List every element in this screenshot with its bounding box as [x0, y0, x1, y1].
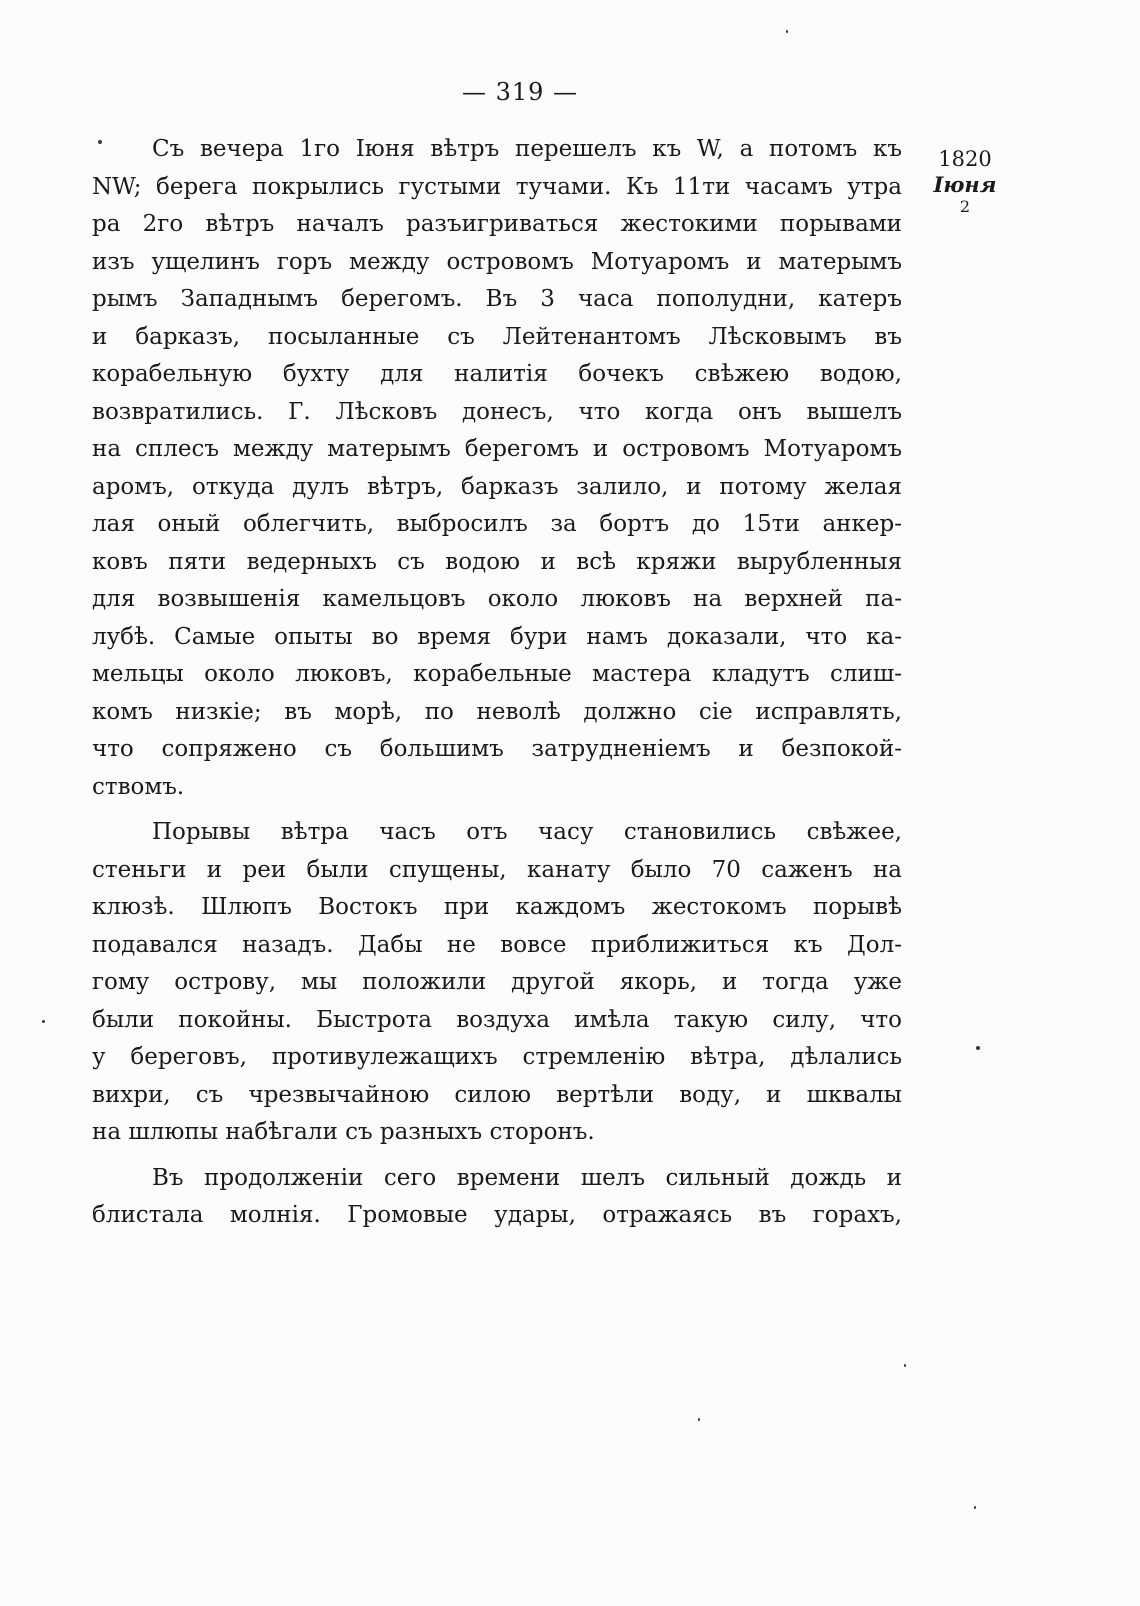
text-line: ствомъ.: [92, 773, 185, 800]
text-line: вихри, съ чрезвычайною силою вертѣли воду, и шквалы: [92, 1081, 902, 1108]
text-line: блистала молнiя. Громовые удары, отражаясь въ горахъ,: [92, 1202, 902, 1228]
margin-year: 1820: [938, 147, 992, 171]
text-line: Порывы вѣтра часъ отъ часу становились свѣжее,: [152, 819, 902, 845]
text-line: у береговъ, противулежащихъ стремленiю вѣтра, дѣлались: [92, 1044, 902, 1070]
text-line: подавался назадъ. Дабы не вовсе приближиться къ Дол-: [92, 931, 902, 958]
page-number: — 319 —: [461, 78, 579, 106]
text-line: лая оный облегчить, выбросилъ за бортъ до 15ти анкер-: [92, 511, 902, 537]
scan-speck: [698, 1418, 700, 1421]
text-line: на сплесъ между матерымъ берегомъ и островомъ Мотуаромъ: [92, 436, 902, 462]
margin-day: 2: [959, 197, 971, 216]
scan-speck: [786, 30, 788, 33]
text-line: мельцы около люковъ, корабельные мастера кладутъ слиш-: [92, 661, 902, 687]
text-line: Съ вечера 1го Iюня вѣтръ перешелъ къ W, а потомъ къ: [152, 136, 902, 162]
scan-speck: [42, 1020, 45, 1023]
text-line: корабельную бухту для налитiя бочекъ свѣжею водою,: [92, 361, 902, 387]
text-line: NW; берега покрылись густыми тучами. Къ 11ти часамъ утра: [92, 173, 902, 200]
text-line: ковъ пяти ведерныхъ съ водою и всѣ кряжи вырубленныя: [92, 548, 902, 575]
text-line: аромъ, откуда дулъ вѣтръ, барказъ залило, и потому желая: [92, 473, 902, 500]
text-line: возвратились. Г. Лѣсковъ донесъ, что когда онъ вышелъ: [92, 398, 902, 425]
margin-date-note: [922, 146, 1008, 216]
text-line: и барказъ, посыланные съ Лейтенантомъ Лѣсковымъ въ: [92, 323, 902, 350]
text-line: лубѣ. Самые опыты во время бури намъ доказали, что ка-: [92, 623, 902, 650]
scan-speck: [904, 1364, 906, 1367]
text-line: Въ продолженiи сего времени шелъ сильный дождь и: [152, 1164, 902, 1191]
text-line: комъ низкiе; въ морѣ, по неволѣ должно сiе исправлять,: [92, 698, 902, 725]
text-line: для возвышенiя камельцовъ около люковъ на верхней па-: [92, 586, 902, 612]
scan-speck: [98, 140, 102, 144]
text-line: на шлюпы набѣгали съ разныхъ сторонъ.: [92, 1119, 595, 1145]
body-text: [92, 131, 902, 1235]
text-line: что сопряжено съ большимъ затрудненiемъ и безпокой-: [92, 736, 902, 762]
text-line: стеньги и реи были спущены, канату было 70 саженъ на: [92, 856, 902, 883]
margin-month: Iюня: [933, 172, 997, 197]
text-line: клюзѣ. Шлюпъ Востокъ при каждомъ жестокомъ порывѣ: [92, 894, 902, 920]
text-line: рымъ Западнымъ берегомъ. Въ 3 часа пополудни, катеръ: [92, 286, 902, 312]
text-line: ра 2го вѣтръ началъ разъигриваться жестокими порывами: [92, 211, 902, 237]
scan-speck: [974, 1506, 976, 1509]
scan-speck: [976, 1046, 980, 1050]
text-line: гому острову, мы положили другой якорь, и тогда уже: [92, 969, 902, 995]
text-line: изъ ущелинъ горъ между островомъ Мотуаромъ и матерымъ: [92, 248, 902, 275]
text-line: были покойны. Быстрота воздуха имѣла такую силу, что: [92, 1006, 902, 1033]
